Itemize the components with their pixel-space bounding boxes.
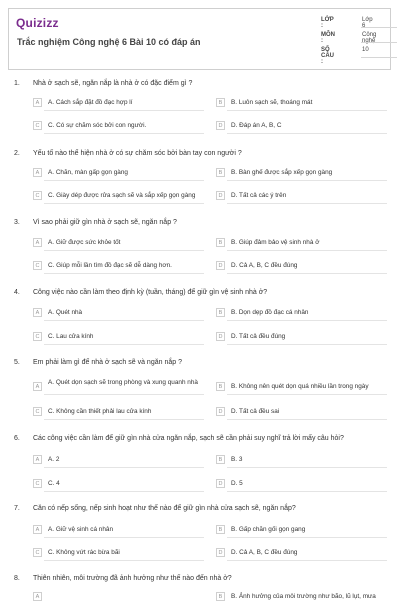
meta-value: 10	[362, 47, 369, 53]
option-text: A. Giữ vệ sinh cá nhân	[48, 526, 114, 533]
question-number: 7.	[14, 505, 20, 512]
question-number: 1.	[14, 80, 20, 87]
option-underline	[227, 344, 387, 345]
option-letter-box: C	[33, 261, 42, 270]
option-text: A. Quét dọn sạch sẽ trong phòng và xung quanh nhà	[48, 379, 198, 386]
question-text: Các công việc cần làm để giữ gìn nhà cửa ngăn nắp, sạch sẽ cần phải suy nghĩ trả lời mấy câu hỏi?	[33, 435, 344, 442]
option-letter-box: A	[33, 238, 42, 247]
option-letter-box: A	[33, 308, 42, 317]
option-letter-box: B	[216, 455, 225, 464]
question-text: Yếu tố nào thể hiện nhà ở có sự chăm sóc bởi bàn tay con người ?	[33, 150, 242, 157]
option-letter-box: D	[216, 548, 225, 557]
option-text: B. Gấp chăn gối gọn gang	[231, 526, 306, 533]
question-text: Em phải làm gì để nhà ở sạch sẽ và ngăn nắp ?	[33, 359, 182, 366]
option-underline	[227, 180, 387, 181]
option-underline	[227, 320, 387, 321]
option-letter-box: C	[33, 121, 42, 130]
option-underline	[227, 250, 387, 251]
question-number: 8.	[14, 575, 20, 582]
option-underline	[227, 491, 387, 492]
option-underline	[44, 394, 204, 395]
worksheet-header	[8, 8, 391, 70]
option-text: B. 3	[231, 456, 243, 463]
question-text: Căn có nếp sống, nếp sinh hoạt như thế nào để giữ gìn nhà cửa sạch sẽ, ngăn nắp?	[33, 505, 296, 512]
option-text: A. 2	[48, 456, 60, 463]
option-letter-box: A	[33, 168, 42, 177]
option-text: B. Ảnh hưởng của môi trường như bão, lũ lụt, mưa	[231, 593, 376, 600]
meta-value: Lớp 6	[362, 17, 373, 29]
option-underline	[227, 394, 387, 395]
option-letter-box: C	[33, 332, 42, 341]
option-text: B. Dọn dẹp đồ đạc cá nhân	[231, 309, 309, 316]
option-text: A. Quét nhà	[48, 309, 83, 316]
option-letter-box: D	[216, 407, 225, 416]
option-text: A. Cách sắp đặt đồ đạc hợp lí	[48, 99, 133, 106]
question-number: 2.	[14, 150, 20, 157]
quizizz-logo: Quizizz	[16, 16, 59, 30]
question-number: 4.	[14, 289, 20, 296]
option-letter-box: D	[216, 479, 225, 488]
meta-underline	[361, 57, 397, 58]
meta-value: Công nghệ	[362, 32, 377, 44]
option-letter-box: B	[216, 168, 225, 177]
option-text: B. Bàn ghế được sắp xếp gọn gàng	[231, 169, 333, 176]
option-text: A. Giữ được sức khỏe tốt	[48, 239, 121, 246]
option-text: C. Có sự chăm sóc bởi con người.	[48, 122, 147, 129]
option-text: B. Giúp đảm bảo vệ sinh nhà ở	[231, 239, 320, 246]
option-letter-box: D	[216, 261, 225, 270]
option-letter-box: D	[216, 191, 225, 200]
option-text: C. Giúp mỗi lần tìm đồ đạc sẽ dễ dàng hơn.	[48, 262, 172, 269]
question-number: 5.	[14, 359, 20, 366]
option-underline	[227, 537, 387, 538]
option-letter-box: A	[33, 455, 42, 464]
option-underline	[44, 344, 204, 345]
meta-label: MÔN :	[321, 32, 335, 44]
option-text: D. Đáp án A, B, C	[231, 122, 282, 129]
question-number: 6.	[14, 435, 20, 442]
option-letter-box: B	[216, 592, 225, 601]
option-letter-box: C	[33, 548, 42, 557]
option-underline	[227, 273, 387, 274]
option-text: C. Giày dép được rửa sạch sẽ và sắp xếp gọn gàng	[48, 192, 196, 199]
option-underline	[44, 491, 204, 492]
option-underline	[44, 133, 204, 134]
question-text: Thiên nhiên, môi trường đã ảnh hưởng như thế nào đến nhà ở?	[33, 575, 232, 582]
option-letter-box: B	[216, 238, 225, 247]
option-text: A. Chăn, màn gấp gọn gàng	[48, 169, 128, 176]
option-underline	[44, 180, 204, 181]
option-underline	[227, 203, 387, 204]
option-letter-box: D	[216, 332, 225, 341]
option-letter-box: B	[216, 525, 225, 534]
question-text: Nhà ở sạch sẽ, ngăn nắp là nhà ở có đặc điểm gì ?	[33, 80, 193, 87]
option-letter-box: C	[33, 479, 42, 488]
option-text: C. Không cần thiết phải lau cửa kính	[48, 408, 152, 415]
option-letter-box: C	[33, 191, 42, 200]
option-underline	[44, 250, 204, 251]
option-text: D. 5	[231, 480, 243, 487]
option-text: B. Luôn sạch sẽ, thoáng mát	[231, 99, 313, 106]
option-letter-box: B	[216, 382, 225, 391]
option-letter-box: A	[33, 382, 42, 391]
option-text: D. Tất cả đều đúng	[231, 333, 286, 340]
meta-underline	[361, 27, 397, 28]
question-text: Công việc nào cần làm theo định kỳ (tuần, tháng) để giữ gìn vệ sinh nhà ở?	[33, 289, 268, 296]
option-text: D. Tất cả các ý trên	[231, 192, 287, 199]
worksheet-title: Trắc nghiệm Công nghệ 6 Bài 10 có đáp án	[17, 37, 201, 47]
option-underline	[44, 273, 204, 274]
option-underline	[44, 537, 204, 538]
option-letter-box: A	[33, 525, 42, 534]
option-letter-box: C	[33, 407, 42, 416]
option-text: B. Không nên quét dọn quá nhiều lần trong ngày	[231, 383, 369, 390]
option-underline	[44, 320, 204, 321]
option-underline	[44, 110, 204, 111]
option-letter-box: A	[33, 98, 42, 107]
option-underline	[227, 419, 387, 420]
option-text: D. Cả A, B, C đều đúng	[231, 262, 298, 269]
option-text: C. Lau cửa kính	[48, 333, 94, 340]
option-underline	[44, 419, 204, 420]
option-text: D. Cả A, B, C đều đúng	[231, 549, 298, 556]
meta-label: SỐ CÂU :	[321, 47, 334, 65]
option-underline	[227, 133, 387, 134]
option-underline	[44, 467, 204, 468]
option-letter-box: D	[216, 121, 225, 130]
option-underline	[227, 467, 387, 468]
question-text: Vì sao phải giữ gìn nhà ở sạch sẽ, ngăn nắp ?	[33, 219, 177, 226]
option-text: C. 4	[48, 480, 60, 487]
option-underline	[44, 560, 204, 561]
option-text: D. Tất cả đều sai	[231, 408, 280, 415]
option-underline	[227, 110, 387, 111]
question-number: 3.	[14, 219, 20, 226]
meta-underline	[361, 42, 397, 43]
option-underline	[44, 203, 204, 204]
option-underline	[227, 560, 387, 561]
meta-label: LỚP :	[321, 17, 334, 29]
option-letter-box: B	[216, 308, 225, 317]
option-letter-box: A	[33, 592, 42, 601]
option-letter-box: B	[216, 98, 225, 107]
option-text: C. Không vứt rác bừa bãi	[48, 549, 120, 556]
